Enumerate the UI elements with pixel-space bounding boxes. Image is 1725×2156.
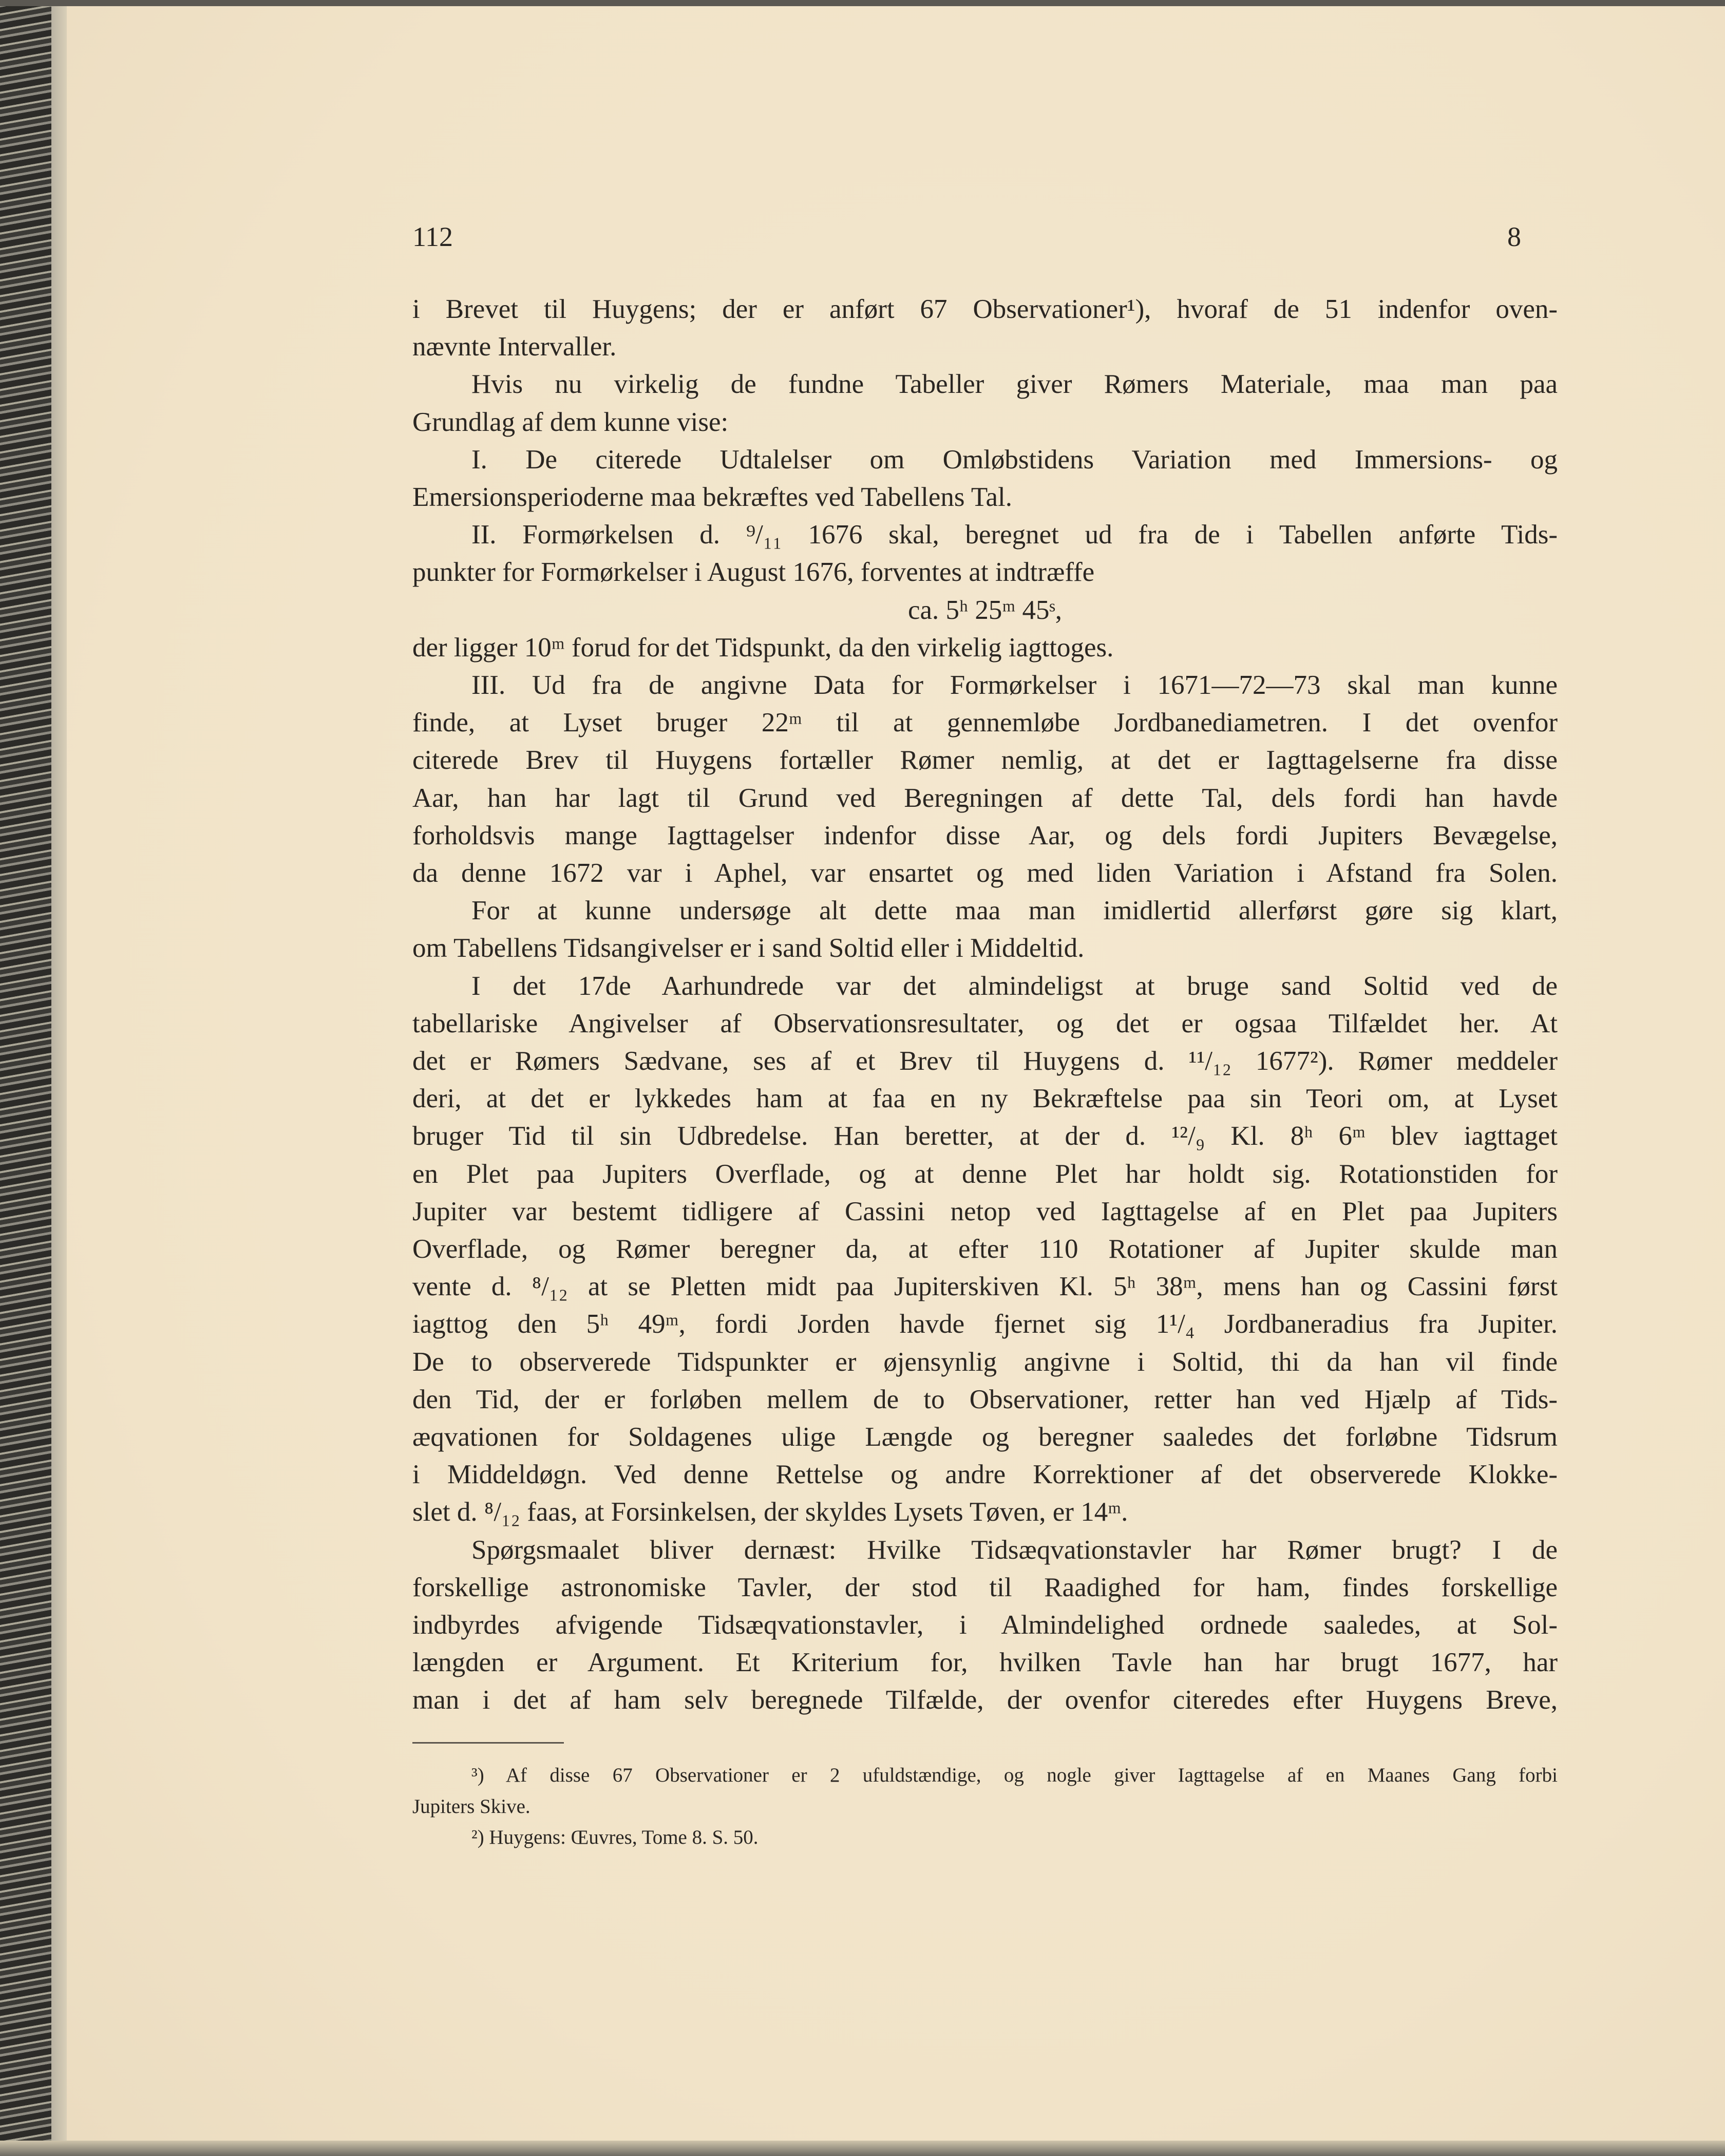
text-line: man i det af ham selv beregnede Tilfælde, der ovenfor citeredes efter Huygens Breve,	[412, 1685, 1558, 1715]
text-line: Jupiter var bestemt tidligere af Cassini netop ved Iagttagelse af en Plet paa Jupiters	[412, 1196, 1558, 1226]
text-line: punkter for Formørkelser i August 1676, forventes at indtræffe	[412, 557, 1095, 588]
text-line: Grundlag af dem kunne vise:	[412, 407, 729, 437]
text-line: der ligger 10ᵐ forud for det Tidspunkt, da den virkelig iagttoges.	[412, 632, 1114, 663]
text-line: den Tid, der er forløben mellem de to Observationer, retter han ved Hjælp af Tids-	[412, 1384, 1558, 1414]
page-number: 112	[412, 221, 453, 252]
book-binding-edge	[0, 0, 51, 2156]
text-line: deri, at det er lykkedes ham at faa en ny Bekræftelse paa sin Teori om, at Lyset	[412, 1084, 1558, 1114]
text-line: Aar, han har lagt til Grund ved Beregningen af dette Tal, dels fordi han havde	[412, 783, 1558, 813]
text-line: i Middeldøgn. Ved denne Rettelse og andre Korrektioner af det observerede Klokke-	[412, 1460, 1558, 1490]
text-line: slet d. ⁸/₁₂ faas, at Forsinkelsen, der skyldes Lysets Tøven, er 14ᵐ.	[412, 1497, 1128, 1527]
page-edge-shadow	[51, 0, 67, 2156]
text-line: Spørgsmaalet bliver dernæst: Hvilke Tidsæqvationstavler har Rømer brugt? I de	[471, 1535, 1558, 1565]
text-line: II. Formørkelsen d. ⁹/₁₁ 1676 skal, beregnet ud fra de i Tabellen anførte Tids-	[471, 520, 1558, 550]
text-line: da denne 1672 var i Aphel, var ensartet og med liden Variation i Afstand fra Solen.	[412, 858, 1558, 888]
text-line: For at kunne undersøge alt dette maa man imidlertid allerførst gøre sig klart,	[471, 896, 1558, 926]
footnote-rule	[412, 1742, 564, 1744]
text-line: Hvis nu virkelig de fundne Tabeller giver Rømers Materiale, maa man paa	[471, 369, 1558, 400]
text-line: indbyrdes afvigende Tidsæqvationstavler, i Almindelighed ordnede saaledes, at Sol-	[412, 1610, 1558, 1640]
text-line: bruger Tid til sin Udbredelse. Han beretter, at der d. ¹²/₉ Kl. 8ʰ 6ᵐ blev iagttaget	[412, 1121, 1558, 1151]
scan-top-border	[0, 0, 1725, 6]
text-line: finde, at Lyset bruger 22ᵐ til at gennemløbe Jordbanediametren. I det ovenfor	[412, 708, 1558, 738]
text-line: I. De citerede Udtalelser om Omløbstidens Variation med Immersions- og	[471, 444, 1558, 475]
text-line: det er Rømers Sædvane, ses af et Brev til Huygens d. ¹¹/₁₂ 1677²). Rømer meddeler	[412, 1046, 1558, 1076]
text-line: længden er Argument. Et Kriterium for, hvilken Tavle han har brugt 1677, har	[412, 1648, 1558, 1678]
text-line: nævnte Intervaller.	[412, 332, 617, 362]
text-line: Emersionsperioderne maa bekræftes ved Tabellens Tal.	[412, 482, 1013, 512]
text-line: i Brevet til Huygens; der er anført 67 Observationer¹), hvoraf de 51 indenfor oven-	[412, 294, 1558, 324]
text-line: vente d. ⁸/₁₂ at se Pletten midt paa Jupiterskiven Kl. 5ʰ 38ᵐ, mens han og Cassini først	[412, 1272, 1558, 1302]
text-line: forskellige astronomiske Tavler, der stod til Raadighed for ham, findes forskellige	[412, 1572, 1558, 1602]
text-line: forholdsvis mange Iagttagelser indenfor disse Aar, og dels fordi Jupiters Bevægelse,	[412, 820, 1558, 850]
text-line: Overflade, og Rømer beregner da, at efter 110 Rotationer af Jupiter skulde man	[412, 1234, 1558, 1264]
text-line: iagttog den 5ʰ 49ᵐ, fordi Jorden havde fjernet sig 1¹/₄ Jordbaneradius fra Jupiter.	[412, 1309, 1558, 1339]
signature-mark: 8	[1507, 221, 1521, 252]
footnote-line: ³) Af disse 67 Observationer er 2 ufuldstændige, og nogle giver Iagttagelse af en Maanes Gang forbi	[471, 1764, 1558, 1786]
scan-bottom-border	[0, 2141, 1725, 2156]
text-line: III. Ud fra de angivne Data for Formørkelser i 1671—72—73 skal man kunne	[471, 670, 1558, 700]
text-line: om Tabellens Tidsangivelser er i sand Soltid eller i Middeltid.	[412, 933, 1085, 963]
text-line: æqvationen for Soldagenes ulige Længde og beregner saaledes det forløbne Tidsrum	[412, 1422, 1558, 1452]
text-line: I det 17de Aarhundrede var det almindeligst at bruge sand Soltid ved de	[471, 971, 1558, 1001]
footnote-line: ²) Huygens: Œuvres, Tome 8. S. 50.	[471, 1826, 759, 1848]
text-line: citerede Brev til Huygens fortæller Rømer nemlig, at det er Iagttagelserne fra disse	[412, 745, 1558, 776]
text-line: en Plet paa Jupiters Overflade, og at denne Plet har holdt sig. Rotationstiden for	[412, 1159, 1558, 1189]
text-line: tabellariske Angivelser af Observationsresultater, og det er ogsaa Tilfældet her. At	[412, 1008, 1558, 1038]
text-line: ca. 5ʰ 25ᵐ 45ˢ,	[908, 595, 1062, 625]
text-line: De to observerede Tidspunkter er øjensynlig angivne i Soltid, thi da han vil finde	[412, 1347, 1558, 1377]
footnote-line: Jupiters Skive.	[412, 1795, 530, 1818]
